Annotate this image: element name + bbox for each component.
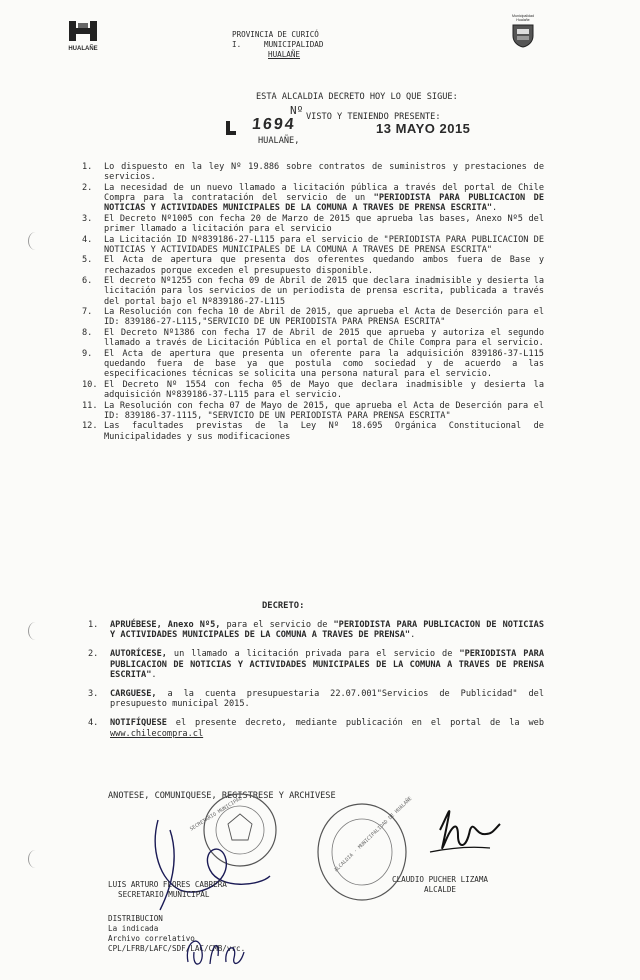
resolutions-list bbox=[88, 620, 544, 739]
resolution-item bbox=[88, 689, 544, 710]
item-text: El Decreto Nº1386 con fecha 17 de Abril de 2015 que aprueba y autoriza el segundo llamado a través de Licitación Pública en el portal de Chile Compra para el servicio. bbox=[104, 327, 544, 349]
logo-text: HUALAÑE bbox=[68, 46, 98, 52]
item-number: 2. bbox=[82, 182, 93, 193]
secretary-name: LUIS ARTURO FLORES CABRERA bbox=[108, 880, 227, 889]
no-label: Nº bbox=[290, 104, 304, 117]
municipality-line bbox=[232, 40, 323, 50]
consideration-item bbox=[82, 213, 544, 234]
mayor-name: CLAUDIO PUCHER LIZAMA bbox=[392, 875, 489, 884]
item-text: El Decreto Nº1005 con fecha 20 de Marzo de 2015 que aprueba las bases, Anexo Nº5 del primer llamado a licitación para el servicio bbox=[104, 213, 544, 234]
item-lead: AUTORÍCESE, bbox=[110, 649, 167, 660]
consideration-item bbox=[82, 255, 544, 276]
item-number: 5. bbox=[82, 255, 93, 266]
stamp-mark-icon bbox=[224, 120, 238, 136]
consideration-item bbox=[82, 400, 544, 421]
distribution-line: La indicada bbox=[108, 924, 159, 933]
item-text: El Acta de apertura que presenta un oferente para la adquisición 839186-37-L115 quedando fuera de base ya que postula como sociedad y de acuerdo a las especificaciones técnicas se solicita una persona natural para el servicio. bbox=[104, 348, 544, 380]
consideration-item bbox=[82, 421, 544, 442]
mayor-signature bbox=[440, 811, 500, 848]
item-tail: . bbox=[492, 203, 498, 214]
punch-hole bbox=[28, 622, 43, 640]
item-tail: . bbox=[410, 630, 416, 641]
seal-shield-icon bbox=[510, 22, 536, 48]
seal-text: Municipalidad Hualañe bbox=[512, 14, 534, 22]
municipality-prefix: I. bbox=[232, 40, 242, 49]
logo-h-icon bbox=[68, 20, 98, 42]
chilecompra-link[interactable]: www.chilecompra.cl bbox=[110, 728, 204, 739]
consideration-item bbox=[82, 327, 544, 349]
item-text: La necesidad de un nuevo llamado a licitación pública a través del portal de Chile Compra para la contratación del servicio de un bbox=[104, 182, 544, 203]
letterhead bbox=[232, 30, 323, 60]
item-number: 12. bbox=[82, 421, 98, 432]
municipality: MUNICIPALIDAD bbox=[264, 40, 324, 49]
secretary-title: SECRETARIO MUNICIPAL bbox=[118, 890, 210, 899]
consideration-item bbox=[82, 234, 544, 255]
consideration-item bbox=[82, 348, 544, 380]
item-text: el presente decreto, mediante publicación en el portal de la web bbox=[166, 718, 544, 729]
item-number: 1. bbox=[88, 620, 99, 630]
consideration-item bbox=[82, 379, 544, 400]
visto-line: VISTO Y TENIENDO PRESENTE: bbox=[306, 112, 441, 122]
province: PROVINCIA DE CURICÓ bbox=[232, 30, 319, 39]
municipal-seal bbox=[508, 14, 538, 52]
item-number: 1. bbox=[82, 162, 93, 172]
item-text: un llamado a licitación privada para el servicio de bbox=[166, 649, 460, 660]
consideration-item bbox=[82, 182, 544, 214]
item-lead: CARGUESE, bbox=[110, 689, 157, 700]
item-text: La Resolución con fecha 07 de Mayo de 2015, que aprueba el Acta de Deserción para el ID: 839186-37-1115, "SERVICIO DE UN PERIODISTA PARA PRENSA ESCRITA" bbox=[104, 400, 544, 421]
item-number: 3. bbox=[88, 689, 99, 700]
item-number: 4. bbox=[88, 718, 99, 729]
mayor-stamp-text: ALCALDIA · MUNICIPALIDAD DE HUALAÑE bbox=[333, 795, 414, 874]
item-text: para el servicio de bbox=[220, 620, 334, 630]
consideration-item bbox=[82, 307, 544, 328]
closing-line: ANOTESE, COMUNIQUESE, REGISTRESE Y ARCHIVESE bbox=[108, 791, 336, 801]
item-number: 2. bbox=[88, 649, 99, 660]
initials-scribble bbox=[180, 922, 260, 972]
item-number: 3. bbox=[82, 213, 93, 224]
secretary-block bbox=[108, 880, 227, 900]
resolutions bbox=[88, 620, 544, 748]
distribution-line: Archivo correlativo bbox=[108, 934, 195, 943]
item-bold-text: "PERIODISTA PARA PUBLICACION DE NOTICIAS Y ACTIVIDADES MUNICIPALES DE LA COMUNA A TRAVES DE PRENSA" bbox=[110, 620, 544, 641]
item-number: 11. bbox=[82, 400, 98, 411]
item-number: 8. bbox=[82, 327, 93, 338]
item-text: El Acta de apertura que presenta dos oferentes quedando ambos fuera de Base y rechazados porque exceden el presupuesto disponible. bbox=[104, 255, 544, 276]
consideration-item bbox=[82, 162, 544, 183]
item-number: 9. bbox=[82, 348, 93, 359]
punch-hole bbox=[28, 850, 43, 868]
item-text: La Resolución con fecha 10 de Abril de 2015, que aprueba el Acta de Deserción para el ID: 839186-27-L115,"SERVICIO DE UN PERIODISTA PARA PRENSA ESCRITA" bbox=[104, 307, 544, 328]
item-text: El decreto Nº1255 con fecha 09 de Abril de 2015 que declara inadmisible y desierta la licitación para los servicios de un periodista de prensa escrita, publicada a través del portal bajo el Nº839186-27-L115 bbox=[104, 276, 544, 307]
item-tail: . bbox=[151, 669, 157, 680]
secretary-stamp-text: SECRETARIO MUNICIPAL bbox=[188, 795, 244, 833]
municipal-logo bbox=[66, 20, 100, 53]
item-text: Lo dispuesto en la ley Nº 19.886 sobre contratos de suministros y prestaciones de servicios. bbox=[104, 162, 544, 183]
decree-date: 13 MAYO 2015 bbox=[376, 121, 471, 136]
place-line: HUALAÑE, bbox=[258, 136, 300, 146]
town: HUALAÑE bbox=[268, 50, 301, 59]
mayor-block bbox=[392, 875, 488, 895]
mayor-title: ALCALDE bbox=[424, 885, 457, 894]
item-lead: APRUÉBESE, Anexo Nº5, bbox=[110, 620, 221, 630]
no-stamp-mark bbox=[224, 120, 238, 140]
item-number: 10. bbox=[82, 379, 98, 390]
consideration-item bbox=[82, 276, 544, 307]
resolution-item bbox=[88, 718, 544, 739]
item-bold-text: "PERIODISTA PARA PUBLICACION DE NOTICIAS Y ACTIVIDADES MUNICIPALES DE LA COMUNA A TRAVES DE PRENSA ESCRITA" bbox=[104, 193, 544, 214]
resolution-item bbox=[88, 649, 544, 680]
considerations-list bbox=[82, 162, 544, 442]
decree-number: 1694 bbox=[251, 116, 297, 133]
item-number: 7. bbox=[82, 307, 93, 318]
secretary-stamp bbox=[204, 794, 276, 866]
item-lead: NOTIFÍQUESE bbox=[110, 718, 167, 729]
resolution-item bbox=[88, 620, 544, 641]
item-text: El Decreto Nº 1554 con fecha 05 de Mayo que declara inadmisible y desierta la adquisición Nº839186-37-L115 para el servicio. bbox=[104, 379, 544, 400]
item-number: 6. bbox=[82, 276, 93, 287]
item-text: a la cuenta presupuestaria 22.07.001"Servicios de Publicidad" del presupuesto municipal 2015. bbox=[110, 689, 544, 710]
considerations bbox=[82, 162, 544, 442]
decree-intro: ESTA ALCALDIA DECRETO HOY LO QUE SIGUE: bbox=[256, 92, 458, 102]
distribution-title: DISTRIBUCION bbox=[108, 914, 163, 923]
item-text: Las facultades previstas de la Ley Nº 18.695 Orgánica Constitucional de Municipalidades y sus modificaciones bbox=[104, 421, 544, 442]
distribution-line: CPL/LFRB/LAFC/SDF/LAC/CMB/vrc. bbox=[108, 944, 246, 953]
item-bold-text: "PERIODISTA PARA PUBLICACION DE NOTICIAS Y ACTIVIDADES MUNICIPALES DE LA COMUNA A TRAVES DE PRENSA ESCRITA" bbox=[110, 649, 544, 680]
item-text: La Licitación ID Nº839186-27-L115 para el servicio de "PERIODISTA PARA PUBLICACION DE NOTICIAS Y ACTIVIDADES MUNICIPALES DE LA COMUNA A TRAVES DE PRENSA ESCRITA" bbox=[104, 234, 544, 255]
punch-hole bbox=[28, 232, 43, 250]
item-number: 4. bbox=[82, 234, 93, 245]
decreto-title: DECRETO: bbox=[262, 601, 305, 611]
